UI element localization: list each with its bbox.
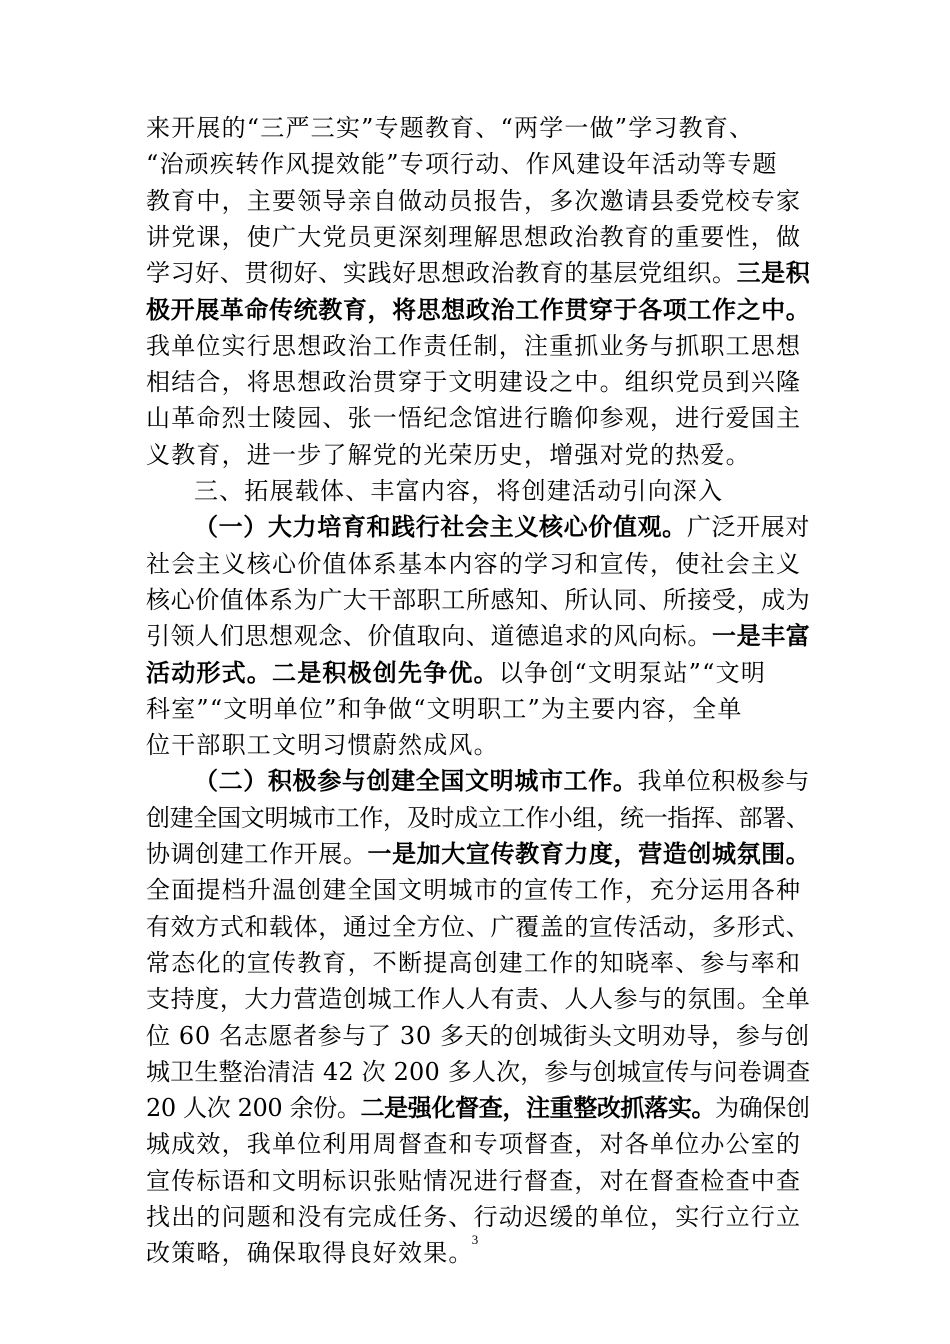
text-line: [146, 181, 810, 221]
bold-text-segment: 极开展革命传统教育，将思想政治工作贯穿于各项工作之中。: [146, 294, 811, 324]
text-line: [146, 689, 810, 729]
text-line: [146, 1124, 810, 1164]
text-segment: 核心价值体系为广大干部职工所感知、所认同、所接受，成为: [146, 585, 811, 614]
page-number: 3: [471, 1232, 479, 1247]
text-segment: 义教育，进一步了解党的光荣历史，增强对党的热爱。: [146, 440, 751, 469]
text-line: [194, 761, 810, 801]
text-line: [146, 326, 810, 366]
text-segment: 引领人们思想观念、价值取向、道德追求的风向标。: [146, 622, 712, 651]
text-line: [146, 1052, 810, 1092]
bold-text-segment: 一是加大宣传教育力度，营造创城氛围。: [367, 839, 811, 868]
text-segment: 教育中，主要领导亲自做动员报告，多次邀请县委党校专家: [146, 186, 802, 215]
text-line: [194, 471, 810, 511]
text-segment: 位干部职工文明习惯蔚然成风。: [146, 731, 499, 760]
text-line: [146, 616, 810, 656]
text-line: [194, 507, 810, 547]
text-segment: 科室”“文明单位”和争做“文明职工”为主要内容，全单: [146, 694, 743, 723]
text-line: [146, 725, 810, 765]
text-segment: 社会主义核心价值体系基本内容的学习和宣传，使社会主义: [146, 549, 802, 578]
text-line: [146, 907, 810, 947]
text-line: [146, 870, 810, 910]
text-segment: “治顽疾转作风提效能”专项行动、作风建设年活动等专题: [146, 150, 778, 179]
text-segment: 协调创建工作开展。: [146, 840, 368, 868]
bold-text-segment: 一是丰富: [711, 621, 811, 651]
text-segment: 改策略，确保取得良好效果。: [146, 1239, 474, 1268]
text-line: [146, 144, 810, 184]
text-segment: 找出的问题和没有完成任务、行动迟缓的单位，实行立行立: [146, 1203, 802, 1231]
text-line: [146, 798, 810, 838]
text-segment: 有效方式和载体，通过全方位、广覆盖的宣传活动，多形式、: [146, 912, 811, 941]
text-line: [146, 1016, 810, 1056]
text-segment: 位 60 名志愿者参与了 30 多天的创城街头文明劝导，参与创: [146, 1021, 810, 1050]
text-segment: 全面提档升温创建全国文明城市的宣传工作，充分运用各种: [146, 876, 802, 905]
text-segment: 城成效，我单位利用周督查和专项督查，对各单位办公室的: [146, 1130, 802, 1159]
text-line: [146, 979, 810, 1019]
text-segment: 创建全国文明城市工作，及时成立工作小组，统一指挥、部署、: [146, 803, 810, 832]
text-line: [146, 435, 810, 475]
text-segment: 我单位实行思想政治工作责任制，注重抓业务与抓职工思想: [146, 331, 802, 360]
bold-text-segment: 二是强化督查，注重整改抓落实。: [360, 1093, 716, 1123]
text-segment: 讲党课，使广大党员更深刻理解思想政治教育的重要性，做: [146, 222, 802, 251]
bold-text-segment: （一）大力培育和践行社会主义核心价值观。: [194, 512, 687, 542]
text-line: [146, 217, 810, 257]
text-line: [146, 834, 810, 874]
text-segment: 宣传标语和文明标识张贴情况进行督查，对在督查检查中查: [146, 1166, 802, 1195]
text-segment: 常态化的宣传教育，不断提高创建工作的知晓率、参与率和: [146, 948, 802, 977]
text-line: [146, 544, 810, 584]
text-line: [146, 653, 810, 693]
text-segment: 我单位积极参与: [637, 767, 811, 796]
text-segment: 20 人次 200 余份。: [146, 1094, 361, 1123]
text-segment: 为确保创: [715, 1094, 810, 1123]
text-segment: 山革命烈士陵园、张一悟纪念馆进行瞻仰参观，进行爱国主: [146, 404, 802, 433]
text-segment: 来开展的“三严三实”专题教育、“两学一做”学习教育、: [146, 114, 755, 142]
bold-text-segment: 活动形式。二是积极创先争优。: [146, 657, 499, 687]
text-line: [146, 398, 810, 438]
text-line: [146, 362, 810, 402]
text-line: [146, 290, 810, 330]
text-line: [146, 580, 810, 620]
bold-text-segment: 三是积: [736, 258, 811, 288]
text-segment: 支持度，大力营造创城工作人人有责、人人参与的氛围。全单: [146, 985, 811, 1014]
text-line: [146, 1088, 810, 1128]
text-line: [146, 253, 810, 293]
text-segment: 学习好、贯彻好、实践好思想政治教育的基层党组织。: [146, 259, 737, 288]
bold-text-segment: （二）积极参与创建全国文明城市工作。: [194, 766, 638, 796]
text-segment: 相结合，将思想政治贯穿于文明建设之中。组织党员到兴隆: [146, 368, 802, 397]
text-segment: 以争创“文明泵站”“文明: [498, 658, 767, 687]
text-line: [146, 943, 810, 983]
text-segment: 广泛开展对: [686, 513, 811, 542]
text-line: [146, 1161, 810, 1201]
text-segment: 城卫生整治清洁 42 次 200 多人次，参与创城宣传与问卷调查: [146, 1057, 811, 1086]
text-line: [146, 108, 810, 148]
text-segment: 三、拓展载体、丰富内容，将创建活动引向深入: [194, 477, 724, 505]
text-line: [146, 1197, 810, 1237]
